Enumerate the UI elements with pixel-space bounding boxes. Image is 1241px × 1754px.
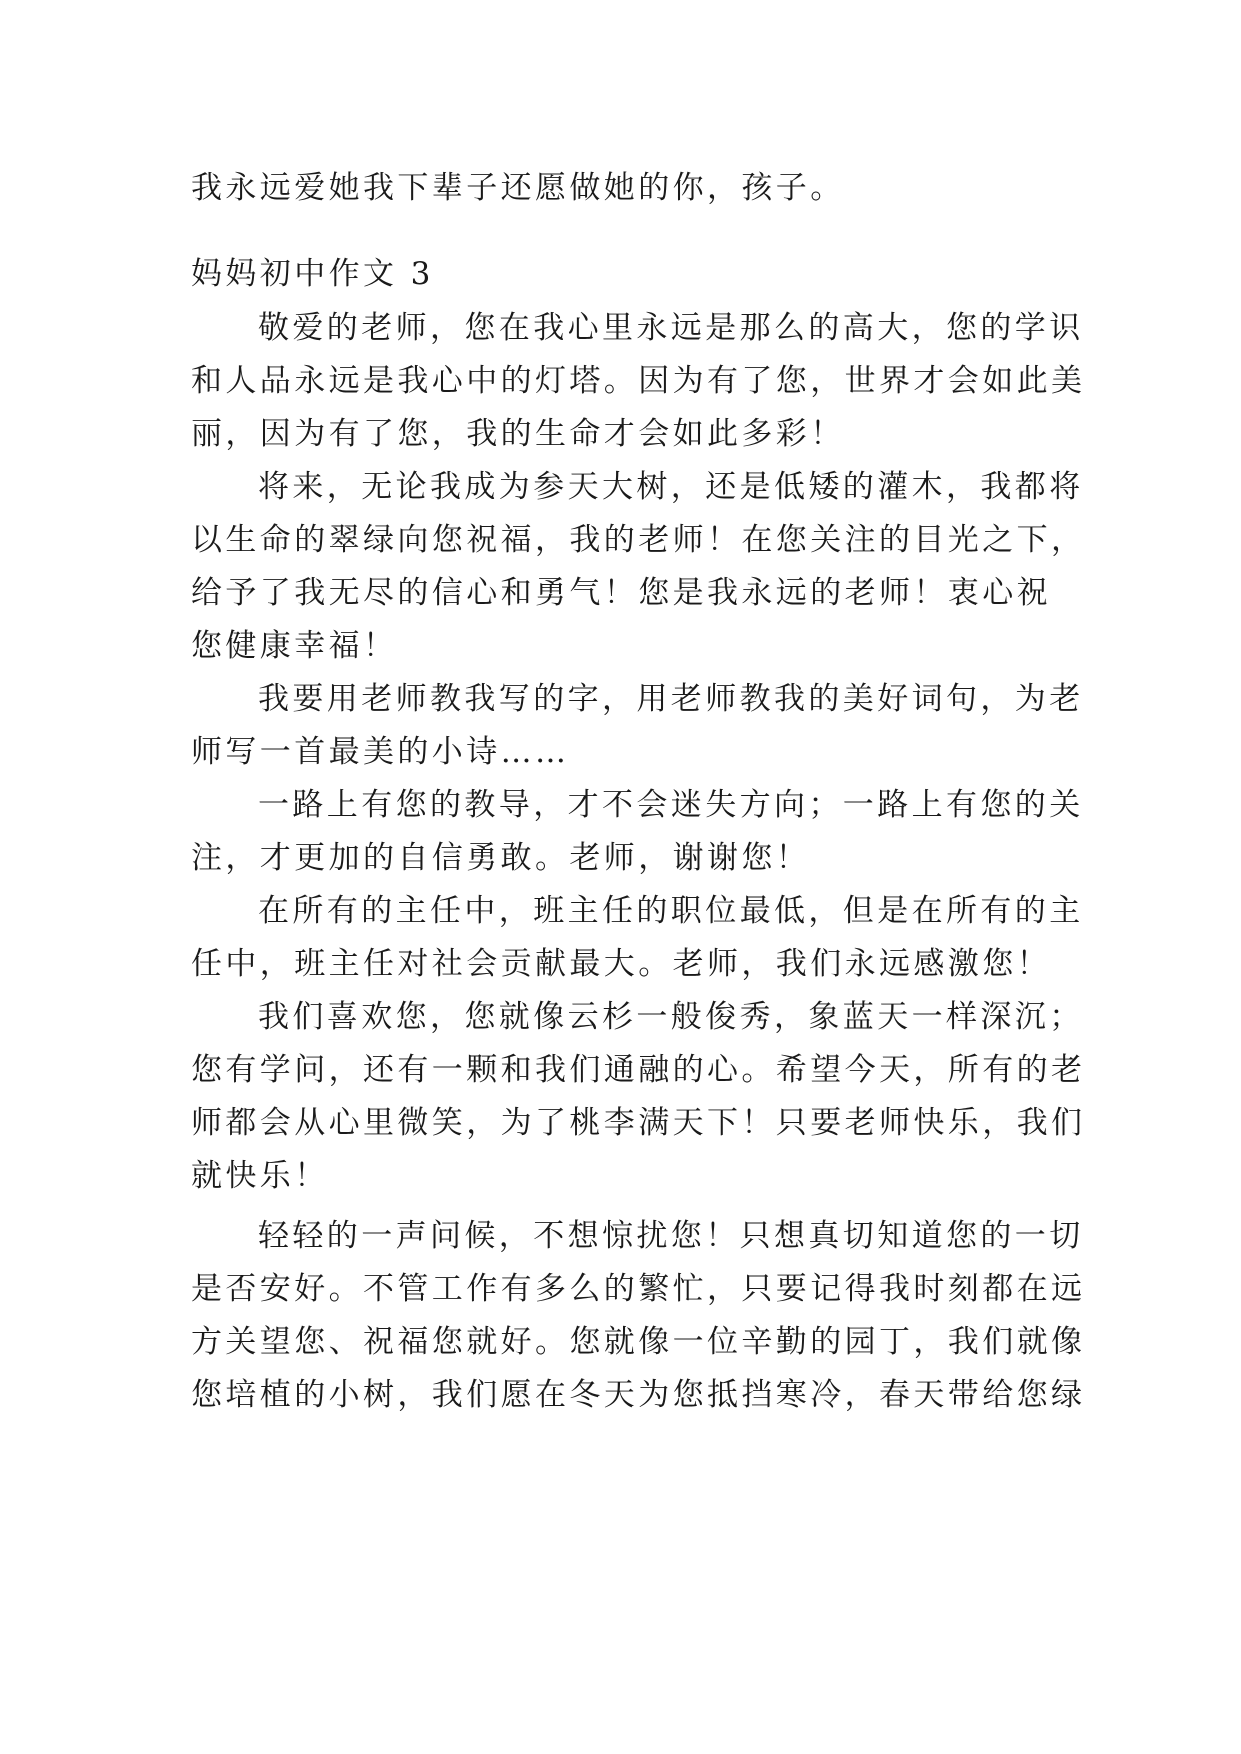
- paragraph-7-line-1: 轻轻的一声问候，不想惊扰您！只想真切知道您的一切: [258, 1218, 1084, 1254]
- paragraph-2-line-2: 以生命的翠绿向您祝福，我的老师！在您关注的目光之下，: [191, 522, 1086, 558]
- paragraph-1-line-1: 敬爱的老师，您在我心里永远是那么的高大，您的学识: [258, 310, 1084, 346]
- text-line-closing: 我永远爱她我下辈子还愿做她的你，孩子。: [191, 170, 845, 206]
- paragraph-2-line-3: 给予了我无尽的信心和勇气！您是我永远的老师！衷心祝: [191, 575, 1051, 611]
- paragraph-4-line-2: 注，才更加的自信勇敢。老师，谢谢您！: [191, 840, 811, 876]
- paragraph-6-line-1: 我们喜欢您，您就像云杉一般俊秀，象蓝天一样深沉；: [258, 999, 1084, 1035]
- paragraph-1-line-3: 丽，因为有了您，我的生命才会如此多彩！: [191, 416, 845, 452]
- paragraph-5-line-1: 在所有的主任中，班主任的职位最低，但是在所有的主: [258, 893, 1084, 929]
- paragraph-7-line-4: 您培植的小树，我们愿在冬天为您抵挡寒冷，春天带给您绿: [191, 1377, 1086, 1413]
- paragraph-6-line-4: 就快乐！: [191, 1158, 329, 1194]
- paragraph-6-line-3: 师都会从心里微笑，为了桃李满天下！只要老师快乐，我们: [191, 1105, 1086, 1141]
- paragraph-2-line-4: 您健康幸福！: [191, 628, 398, 664]
- paragraph-6-line-2: 您有学问，还有一颗和我们通融的心。希望今天，所有的老: [191, 1052, 1086, 1088]
- paragraph-3-line-1: 我要用老师教我写的字，用老师教我的美好词句，为老: [258, 681, 1084, 717]
- section-title: 妈妈初中作文 3: [191, 256, 434, 292]
- paragraph-7-line-3: 方关望您、祝福您就好。您就像一位辛勤的园丁，我们就像: [191, 1324, 1086, 1360]
- paragraph-3-line-2: 师写一首最美的小诗……: [191, 734, 570, 770]
- paragraph-5-line-2: 任中，班主任对社会贡献最大。老师，我们永远感激您！: [191, 946, 1051, 982]
- paragraph-1-line-2: 和人品永远是我心中的灯塔。因为有了您，世界才会如此美: [191, 363, 1086, 399]
- paragraph-2-line-1: 将来，无论我成为参天大树，还是低矮的灌木，我都将: [258, 469, 1084, 505]
- paragraph-7-line-2: 是否安好。不管工作有多么的繁忙，只要记得我时刻都在远: [191, 1271, 1086, 1307]
- paragraph-4-line-1: 一路上有您的教导，才不会迷失方向；一路上有您的关: [258, 787, 1084, 823]
